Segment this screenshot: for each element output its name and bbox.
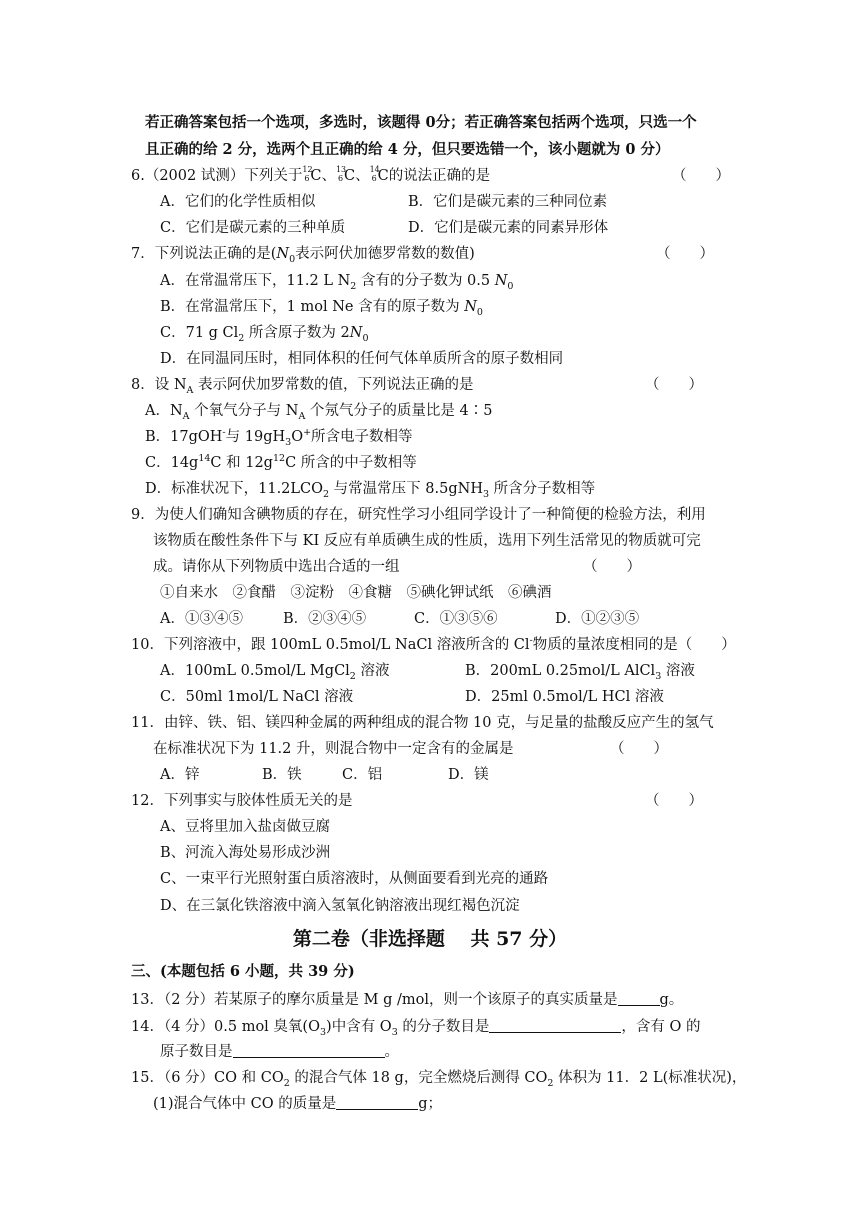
q9-option-b: B．②③④⑤ [283, 611, 367, 627]
q8-option-b: B．17gOH-与 $19gH_3O^+$所含电子数相等 [145, 427, 413, 448]
q9-option-c: C．①③⑤⑥ [414, 611, 498, 627]
q15-mass-blank[interactable] [336, 1095, 418, 1110]
isotope-12: 12 6 [302, 165, 313, 183]
part2-title: 第二卷（非选择题 共 57 分） [292, 928, 568, 950]
q11-option-c: C．铝 [342, 767, 383, 783]
intro-line-1: 若正确答案包括一个选项，多选时，该题得 0分；若正确答案包括两个选项，只选一个 [145, 114, 697, 131]
q14-atom-blank[interactable] [233, 1043, 385, 1058]
q13-line: 13．（2 分）若某原子的摩尔质量是 M g /mol，则一个该原子的真实质量是 g。 [131, 992, 684, 1008]
q9-line-2: 该物质在酸性条件下与 KI 反应有单质碘生成的性质，选用下列生活常见的物质就可完 [153, 533, 701, 549]
q8-stem: 8．设 $N_A$ 表示阿伏加罗常数的值，下列说法正确的是 [131, 377, 474, 396]
q6-option-a: A．它们的化学性质相似 [160, 194, 316, 210]
q9-line-1: 9．为使人们确知含碘物质的存在，研究性学习小组同学设计了一种简便的检验方法，利用 [131, 507, 706, 523]
q10-option-c: C．50ml 1mol/L NaCl 溶液 [160, 689, 354, 705]
q15-line-2: (1)混合气体中 CO 的质量是 g； [153, 1096, 443, 1112]
q11-line-2: 在标准状况下为 11.2 升，则混合物中一定含有的金属是 [153, 741, 514, 757]
q12-option-d: D、在三氯化铁溶液中滴入氢氧化钠溶液出现红褐色沉淀 [160, 898, 520, 914]
q7-option-d: D．在同温同压时，相同体积的任何气体单质所含的原子数相同 [160, 351, 564, 367]
q9-items: ①自来水 ②食醋 ③淀粉 ④食糖 ⑤碘化钾试纸 ⑥碘酒 [160, 585, 552, 601]
q6-option-d: D．它们是碳元素的同素异形体 [408, 220, 609, 236]
q11-option-a: A．锌 [160, 767, 200, 783]
q9-option-a: A．①③④⑤ [160, 611, 243, 627]
intro-line-2: 且正确的给 2 分，选两个且正确的给 4 分，但只要选错一个，该小题就为 0 分） [145, 141, 670, 158]
q14-molecule-blank[interactable] [489, 1018, 621, 1033]
q7-option-b: B．在常温常压下，1 mol Ne 含有的原子数为 $N_0$ [160, 299, 483, 318]
q8-answer-paren: （ ） [645, 377, 703, 393]
q8-option-a: A．$N_A$ 个氧气分子与 $N_A$ 个氖气分子的质量比是 4∶5 [145, 403, 493, 422]
q7-answer-paren: （ ） [656, 246, 714, 262]
q6-stem: 6.（2002 试测）下列关于 12 6 C、 13 6 C、 14 6 C的说法正确的是 [131, 165, 491, 184]
q10-option-d: D．25ml 0.5mol/L HCl 溶液 [465, 689, 664, 705]
q10-option-a: A．100mL 0.5mol/L MgCl$_2$ 溶液 [160, 663, 390, 682]
q12-option-b: B、河流入海处易形成沙洲 [160, 845, 331, 861]
q11-option-d: D．镁 [448, 767, 489, 783]
q6-option-c: C．它们是碳元素的三种单质 [160, 220, 346, 236]
q11-line-1: 11．由锌、铁、铝、镁四种金属的两种组成的混合物 10 克，与足量的盐酸反应产生的氢气 [131, 715, 714, 731]
q11-answer-paren: （ ） [610, 741, 668, 757]
q14-line-2: 原子数目是 。 [160, 1044, 399, 1060]
q12-option-a: A、豆将里加入盐卤做豆腐 [160, 819, 330, 835]
q6-option-b: B．它们是碳元素的三种同位素 [408, 194, 608, 210]
q7-stem: 7．下列说法正确的是($N_0$表示阿伏加德罗常数的数值) [131, 246, 475, 265]
q13-answer-blank[interactable] [618, 991, 660, 1006]
q6-answer-paren: （ ） [672, 168, 730, 184]
q10-option-b: B．200mL 0.25mol/L AlCl$_3$ 溶液 [465, 663, 695, 682]
q12-stem: 12．下列事实与胶体性质无关的是 [131, 793, 353, 809]
section-3-heading: 三、(本题包括 6 小题，共 39 分) [131, 963, 355, 980]
q15-line-1: 15．（6 分）CO 和 $CO_2$ 的混合气体 18 g，完全燃烧后测得 $CO_2$ 体积为 11．2 L(标准状况)， [131, 1070, 747, 1089]
q7-option-c: C．71 g $Cl_2$ 所含原子数为 $2N_0$ [160, 325, 369, 344]
q7-option-a: A．在常温常压下，11.2 L $N_2$ 含有的分子数为 0.5 $N_0$ [160, 273, 514, 292]
q14-line-1: 14．（4 分）0.5 mol 臭氧$(O_3)$中含有 $O_3$ 的分子数目是 ，含有 O 的 [131, 1019, 701, 1038]
q8-option-d: D．标准状况下，$11.2LCO_2$ 与常温常压下 8.5gNH$_3$ 所含分子数相等 [145, 481, 596, 500]
q8-option-c: C．$14g^{14}C$ 和 $12g^{12}C$ 所含的中子数相等 [145, 453, 417, 471]
q12-answer-paren: （ ） [645, 793, 703, 809]
q11-option-b: B．铁 [262, 767, 302, 783]
q10-stem: 10．下列溶液中，跟 100mL 0.5mol/L NaCl 溶液所含的 Cl-物质的量浓度相同的是（ ） [131, 635, 736, 653]
isotope-13: 13 6 [335, 165, 347, 183]
q9-option-d: D．①②③⑤ [555, 611, 640, 627]
q12-option-c: C、一束平行光照射蛋白质溶液时，从侧面要看到光亮的通路 [160, 871, 549, 887]
isotope-14: 14 6 [369, 165, 380, 183]
q9-answer-paren: （ ） [583, 559, 641, 575]
q9-line-3: 成。请你从下列物质中选出合适的一组 [153, 559, 400, 575]
